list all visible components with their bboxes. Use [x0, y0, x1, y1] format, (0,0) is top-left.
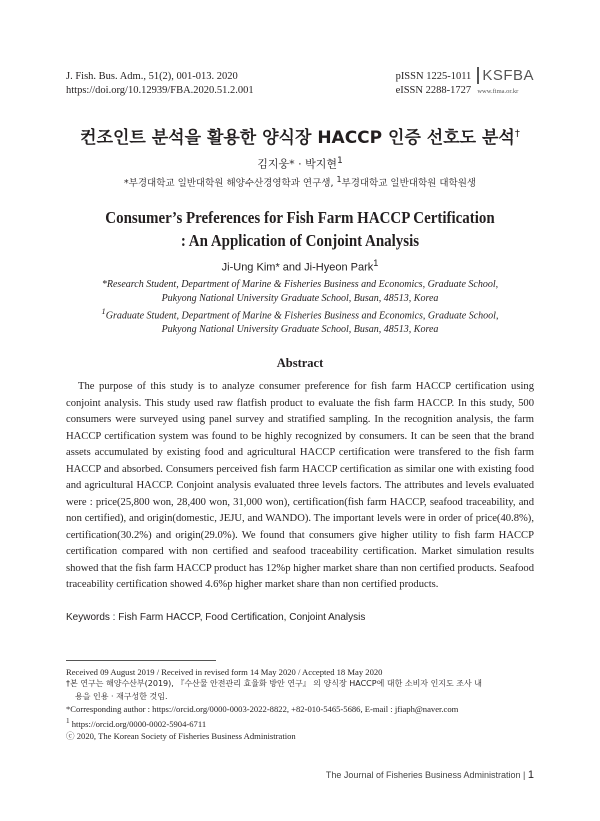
page-footer: [326, 769, 534, 781]
korean-authors: [0, 155, 600, 172]
english-title-line2: : An Application of Conjoint Analysis: [180, 231, 420, 250]
affiliation-1: [0, 278, 600, 306]
issn-header: [395, 67, 534, 98]
received-dates: Received 09 August 2019 / Received in revised form 14 May 2020 / Accepted 18 May 2020: [66, 667, 383, 677]
orcid-link[interactable]: https://orcid.org/0000-0002-5904-6711: [69, 719, 207, 730]
affiliation-2: [0, 305, 600, 337]
korean-affil-b: 부경대학교 일반대학원 대학원생: [341, 178, 477, 190]
doi-link[interactable]: https://doi.org/10.12939/FBA.2020.51.2.001: [66, 85, 254, 96]
affiliation-1-line2: Pukyong National University Graduate School, Busan, 48513, Korea: [161, 293, 439, 304]
ksfba-logo: [477, 67, 534, 98]
abstract-text: The purpose of this study is to analyze consumer preference for fish farm HACCP certification using conjoint analysis. This study used raw flatfish product to evaluate the fish farm HACCP. In this study, 500 consumers were surveyed using panel survey and stratified sampling. In the recognition analysis, the farm HACCP certification system was found to be highly recognized by consumers. It can be seen that the brand assets accumulated by existing food and agricultural HACCP certification were transfered to the fish farm HACCP and absorbed. Consumers perceived fish farm HACCP certification as similar one with existing food and agricultural HACCP. Conjoint analysis evaluated three levels factors. The attributes and levels evaluated were : price(25,800 won, 28,400 won, 31,000 won), certification(fish farm HACCP, seafood traceability, and non certified), and origin(domestic, JEJU, and WANDO). The important levels were in order of price(40.8%), certification(30.2%) and origin(29.0%). We found that consumers give higher utility to fish farm HACCP certification compared with non certified and seafood traceability certification. Market simulation results showed that the fish farm HACCP product has 12%p higher market share than non certified products. Seafood traceability certification showed 4.6%p higher market share than non certified products.: [66, 381, 534, 590]
funding-note-line2: 용을 인용 · 재구성한 것임.: [75, 691, 168, 701]
logo-text: KSFBA: [477, 67, 534, 84]
author-park: and Ji-Hyeon Park: [279, 261, 374, 274]
affiliation-2-line2: Pukyong National University Graduate School, Busan, 48513, Korea: [161, 324, 439, 336]
page-number: 1: [527, 769, 534, 781]
copyright-note: ⓒ 2020, The Korean Society of Fisheries Business Administration: [66, 731, 296, 742]
affiliation-2-line1: Graduate Student, Department of Marine & Fisheries Business and Economics, Graduate School,: [105, 310, 499, 322]
orcid-sup: 1: [66, 717, 70, 726]
author-park-sup: 1: [373, 258, 379, 268]
korean-title-text: 컨조인트 분석을 활용한 양식장 HACCP 인증 선호도 분석: [80, 128, 515, 148]
footnote-divider: [66, 660, 216, 661]
author-kim: Ji-Ung Kim: [221, 261, 276, 274]
affiliation-1-line1: *Research Student, Department of Marine & Fisheries Business and Economics, Graduate School,: [101, 279, 499, 290]
citation-header: [66, 70, 254, 98]
logo-url: www.fima.or.kr: [477, 88, 519, 95]
korean-affil-a: *부경대학교 일반대학원 해양수산경영학과 연구생,: [123, 178, 337, 190]
journal-name: The Journal of Fisheries Business Administration |: [325, 770, 526, 780]
korean-author-sup: 1: [336, 155, 343, 166]
author-kim-star: *: [275, 261, 280, 274]
english-title-line1: Consumer’s Preferences for Fish Farm HACCP Certification: [105, 208, 495, 227]
english-title: [36, 206, 564, 252]
corresponding-author: *Corresponding author : https://orcid.org/0000-0003-2022-8822, +82-010-5465-5686, E-mail : jfiaph@naver.com: [66, 703, 459, 714]
orcid-note: [66, 715, 536, 730]
korean-authors-text: 김지웅* · 박지현: [257, 157, 337, 171]
eissn-text: eISSN 2288-1727: [395, 85, 472, 96]
abstract-heading: Abstract: [276, 356, 324, 370]
affiliation-2-sup: 1: [101, 307, 106, 316]
abstract-body: [66, 379, 534, 594]
keywords: Keywords : Fish Farm HACCP, Food Certification, Conjoint Analysis: [66, 612, 366, 623]
footnotes: [66, 666, 536, 743]
citation-text: J. Fish. Bus. Adm., 51(2), 001-013. 2020: [66, 71, 238, 82]
korean-title: [0, 123, 600, 148]
english-authors: [0, 258, 600, 274]
title-footnote-mark: †: [514, 128, 520, 140]
funding-note-line1: †본 연구는 해양수산부(2019), 『수산물 안전관리 효율화 방안 연구』 의 양식장 HACCP에 대한 소비자 인지도 조사 내: [66, 679, 483, 689]
korean-affiliation: [0, 175, 600, 189]
pissn-text: pISSN 1225-1011: [395, 71, 472, 82]
korean-affil-sup: 1: [336, 175, 342, 184]
